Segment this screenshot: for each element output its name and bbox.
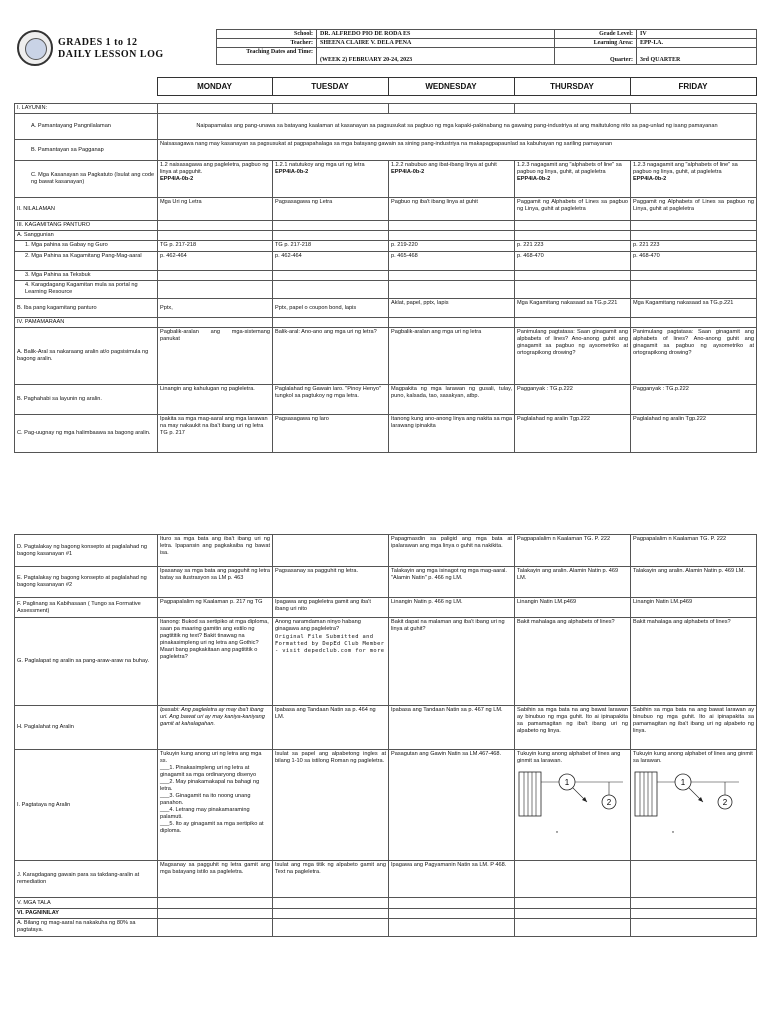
iba-pang-kagamitan-wed: Aklat, papel, pptx, lapis [389,299,515,318]
diagram-svg-thu [517,768,623,838]
kagamitang-pang-mag-aaral-fri: p. 468-470 [631,252,757,271]
paglalahat-wed: Ipabasa ang Tandaan Natin sa p. 467 ng LM. [389,706,515,750]
pag-uugnay-fri: Paglalahad ng aralin Tgp.222 [631,415,757,453]
diagram-svg-fri [633,768,739,838]
diagram-label-2: 2 [606,798,612,807]
pagtataya-fri: Tukuyin kung anong alphabet of lines ang ginmit sa larawan. 1 2 [631,750,757,861]
pagtalakay-1-wed: Papagmasdin sa paligid ang mga bata at ipalarawan ang mga linya o guhit na nakikita. [389,535,515,567]
days-header [14,77,757,96]
teacher-label: Teacher: [217,39,317,48]
pagtalakay-1-thu: Pagpapalalim n Kaalaman TG. P. 222 [515,535,631,567]
day-wednesday: WEDNESDAY [388,78,514,96]
sanggunian-label: A. Sanggunian [15,231,158,241]
kagamitang-pang-mag-aaral-tue: p. 462-464 [273,252,389,271]
nilalaman-fri: Paggamit ng Alphabets of Lines sa pagbuo ng Linya, guhit at pagleletra [631,198,757,221]
pag-uugnay-thu: Paglalahad ng aralin Tgp.222 [515,415,631,453]
day-friday: FRIDAY [630,78,756,96]
pag-uugnay-tue: Pagsasagawa ng laro [273,415,389,453]
paghahabi-label: B. Paghahabi sa layunin ng aralin. [15,385,158,415]
iba-pang-kagamitan-tue: Pptx, papel o coupon bond, lapis [273,299,389,318]
paglinang-fri: Linangin Natin LM.p469 [631,598,757,618]
pag-uugnay-mon: Ipakita sa mga mag-aaral ang mga larawan na may nakaukit na iba't ibang uri ng letra TG p. 217 [158,415,273,453]
pamamaraan-label: IV. PAMAMARAAN [15,318,158,328]
teacher-value: SHEENA CLAIRE V. DELA PENA [317,39,555,48]
pamantayang-pangnilalaman-label: A. Pamantayang Pangnilalaman [15,114,158,140]
pag-uugnay-label: C. Pag-uugnay ng mga halimbaawa sa bagong aralin. [15,415,158,453]
gabay-guro-wed: p. 219-220 [389,241,515,252]
diagram-label-1: 1 [680,778,686,787]
kagamitang-pang-mag-aaral-mon: p. 462-464 [158,252,273,271]
pagtalakay-2-mon: Ipasanay sa mga bata ang pagguhit ng letra batay sa ilustrasyon sa LM p. 463 [158,567,273,598]
paglinang-label: F. Paglinang sa Kabihasaan ( Tungo sa Formative Assessment) [15,598,158,618]
alphabet-of-lines-diagram-fri [633,768,739,838]
nilalaman-wed: Pagbuo ng iba't ibang linya at guhit [389,198,515,221]
pagtalakay-2-tue: Pagsasanay sa pagguhit ng letra. [273,567,389,598]
paglalapat-thu: Bakit mahalaga ang alphabets of lines? [515,618,631,706]
paglalahat-tue: Ipabasa ang Tandaan Natin sa p. 464 ng LM. [273,706,389,750]
pag-uugnay-wed: Itanong kung ano-anong linya ang nakita sa mga larawang ipinakita [389,415,515,453]
takdang-aralin-tue: Isulat ang mga titik ng alpabeto gamit ang Text na pagleletra. [273,861,389,898]
pamantayan-sa-pagganap-text: Naisasagawa nang may kasanayan sa pagsusukat at pagpapahalaga sa mga batayang gawain sa sining pang-industriya na makapagpapaunlad sa kabuhayan ng sariling pamayanan [158,140,757,161]
quarter-label: Quarter: [555,48,637,65]
school-value: DR. ALFREDO PIO DE RODA ES [317,30,555,39]
diagram-label-1: 1 [564,778,570,787]
paglalahat-label: H. Paglalahat ng Aralin [15,706,158,750]
kasanayan-label: C. Mga Kasanayan sa Pagkatuto (Isulat ang code ng bawat kasanayan) [15,161,158,198]
learning-resource-label: 4. Karagdagang Kagamitan mula sa portal ng Learning Resource [15,281,158,299]
grade-value: IV [637,30,757,39]
kagamitang-label: III. KAGAMITANG PANTURO [15,221,158,231]
kagamitang-pang-mag-aaral-label: 2. Mga Pahina sa Kagamitang Pang-Mag-aaral [15,252,158,271]
days-blank [14,78,157,96]
paglalapat-wed: Bakit dapat na malaman ang iba't ibang uri ng linya at guhit? [389,618,515,706]
bilang-80-label: A. Bilang ng mag-aaral na nakakuha ng 80% sa pagtataya. [15,919,158,937]
paglalahat-thu: Sabihin sa mga bata na ang bawat larawan ay binubuo ng mga guhit. Ito ai ipinapakita sa pamamagitan ng iba't ibang uri ng alpabeto ng linya. [515,706,631,750]
nilalaman-thu: Paggamit ng Alphabets of Lines sa pagbuo ng Linya, guhit at pagleletra [515,198,631,221]
mga-tala-label: V. MGA TALA [15,898,158,909]
grade-label: Grade Level: [555,30,637,39]
paglinang-wed: Linangin Natin p. 466 ng LM. [389,598,515,618]
pagtataya-thu: Tukuyin kung anong alphabet of lines ang ginmit sa larawan. 1 2 [515,750,631,861]
gabay-guro-thu: p. 221 223 [515,241,631,252]
kagamitang-pang-mag-aaral-thu: p. 468-470 [515,252,631,271]
gabay-guro-mon: TG p. 217-218 [158,241,273,252]
pagtataya-label: I. Pagtataya ng Aralin [15,750,158,861]
day-thursday: THURSDAY [514,78,630,96]
pagtalakay-1-mon: Ituro sa mga bata ang iba't ibang uri ng letra. Ipapansin ang pagkakaiba ng bawat isa. [158,535,273,567]
quarter-value: 3rd QUARTER [637,48,757,65]
paglalapat-label: G. Paglalapat ng aralin sa pang-araw-araw na buhay. [15,618,158,706]
takdang-aralin-wed: Ipagawa ang Pagyamanin Natin sa LM. P 468. [389,861,515,898]
pamantayan-sa-pagganap-label: B. Pamantayan sa Pagganap [15,140,158,161]
deped-seal-icon [17,30,53,66]
school-label: School: [217,30,317,39]
paglalahat-fri: Sabihin sa mga bata na ang bawat larawan ay binubuo ng mga guhit. Ito ai ipinapakita sa pamamagitan ng iba't ibang uri ng alpabeto ng linya. [631,706,757,750]
pagtalakay-1-fri: Pagpapalalim n Kaalaman TG. P. 222 [631,535,757,567]
nilalaman-label: II. NILALAMAN [15,198,158,221]
pagtalakay-2-label: E. Pagtalakay ng bagong konsepto at paglalahad ng bagong kasanayan #2 [15,567,158,598]
paglinang-tue: Ipagawa ang pagleletra gamit ang iba't ibang uri nito [273,598,389,618]
takdang-aralin-fri [631,861,757,898]
nilalaman-tue: Pagsasagawa ng Letra [273,198,389,221]
lesson-table-part2 [14,534,757,937]
paghahabi-fri: Pagganyak : TG.p.222 [631,385,757,415]
header-title: GRADES 1 to 12 DAILY LESSON LOG [58,37,164,60]
day-monday: MONDAY [157,78,272,96]
paghahabi-tue: Paglalahad ng Gawain laro. "Pinoy Henyo" tungkol sa pagtukoy ng mga letra. [273,385,389,415]
kasanayan-thu: 1.2.3 nagagamit ang "alphabets of line" sa pagbuo ng linya, guhit, at pagleletra EPP4IA-0b-2 [515,161,631,198]
area-value: EPP-I.A. [637,39,757,48]
pagtalakay-2-wed: Talakayin ang mga isinagot ng mga mag-aaral. "Alamin Natin" p. 466 ng LM. [389,567,515,598]
gabay-guro-label: 1. Mga pahina sa Gabay ng Guro [15,241,158,252]
dates-label: Teaching Dates and Time: [217,48,317,65]
day-tuesday: TUESDAY [272,78,388,96]
kasanayan-mon: 1.2 naisasagawa ang pagleletra, pagbuo ng linya at pagguhit. EPP4IA-0b-2 [158,161,273,198]
info-table [216,29,757,65]
diagram-label-2: 2 [722,798,728,807]
paglinang-mon: Pagpapalalim ng Kaalaman p. 217 ng TG [158,598,273,618]
teksbuk-label: 3. Mga Pahina sa Teksbuk [15,271,158,281]
layunin-label: I. LAYUNIN: [15,104,158,114]
kasanayan-fri: 1.2.3 nagagamit ang "alphabets of line" sa pagbuo ng linya, guhit, at pagleletra EPP4IA-0b-2 [631,161,757,198]
pamantayang-pangnilalaman-text: Naipapamalas ang pang-unawa sa batayang kaalaman at kasanayan sa pagsusukat sa pagbuo ng mga kapaki-pakinabang na gawaing pang-industriya at ang maitutulong nito sa pag-unlad ng isang pamayanan [158,114,757,140]
pagtalakay-2-fri: Talakayin ang aralin. Alamin Natin p. 469 LM. [631,567,757,598]
kasanayan-wed: 1.2.2 nabubuo ang ibat-ibang linya at guhit EPP4IA-0b-2 [389,161,515,198]
paghahabi-mon: Linangin ang kahulugan ng pagleletra. [158,385,273,415]
balik-aral-thu: Panimulang pagtatasa: Saan ginagamit ang alpbabets of lines? Ano-anong guhit ang ginagamit sa pagbuo ng aysometriko at ortograpikong drowing? [515,328,631,385]
paglalapat-tue: Anong naramdaman ninyo habang ginagawa ang pagleletra? Original File Submitted and Formatted by DepEd Club Member - visit depedclub.com for more [273,618,389,706]
paglalapat-fri: Bakit mahalaga ang alphabets of lines? [631,618,757,706]
gabay-guro-fri: p. 221 223 [631,241,757,252]
gabay-guro-tue: TG p. 217-218 [273,241,389,252]
area-label: Learning Area: [555,39,637,48]
balik-aral-wed: Pagbalik-aralan ang mga uri ng letra [389,328,515,385]
pagtataya-wed: Pasagutan ang Gawin Natin sa LM.467-468. [389,750,515,861]
kagamitang-pang-mag-aaral-wed: p. 465-468 [389,252,515,271]
pagtalakay-2-thu: Talakayin ang aralin. Alamin Natin p. 469 LM. [515,567,631,598]
balik-aral-mon: Pagbalik-aralan ang mga-sistemang panukat [158,328,273,385]
deped-club-note: Original File Submitted and Formatted by DepEd Club Member - visit depedclub.com for more [275,634,385,654]
lesson-table-part1 [14,103,757,453]
pagtataya-mon: Tukuyin kung anong uri ng letra ang mga ss. ___1. Pinakasimpleng uri ng letra at ginagamit sa mga ordinaryong disenyo ___2. May pinakamakapal na bahagi ng letra. ___3. Ginagamit na ito noong unang panahon. ___4. Letrang may pinakamaraming palamuti. ___5. Ito ay ginagamit sa mga sertipiko at diploma. [158,750,273,861]
paglalahat-mon: Ipasabi: Ang pagleletra ay may iba't ibang uri. Ang bawat uri ay may kaniya-kaniyang gamit at kahalagahan. [158,706,273,750]
paglalapat-mon: Itanong: Bukod sa sertipiko at mga diploma, saan pa maaring gamitin ang estilo ng pagtititik ng text? Bakit tinawag na pinakasimpleng uri ng letra ang Gothic? Maari bang pagkakitaan ang pagtititik o pagleletra? [158,618,273,706]
takdang-aralin-label: J. Karagdagang gawain para sa takdang-aralin at remediation [15,861,158,898]
pagtataya-tue: Isulat sa papel ang alpabetong ingles at bilang 1-10 sa istilong Roman ng pagleletra. [273,750,389,861]
balik-aral-fri: Panimulang pagtatasa: Saan ginagamit ang alphabets of lines? Ano-anong guhit ang ginagamit sa pagbuo ng aysometriko at ortograpikong drowing? [631,328,757,385]
pagtalakay-1-tue [273,535,389,567]
nilalaman-mon: Mga Uri ng Letra [158,198,273,221]
balik-aral-tue: Balik-aral: Ano-ano ang mga uri ng letra? [273,328,389,385]
iba-pang-kagamitan-label: B. Iba pang kagamitang panturo [15,299,158,318]
paglinang-thu: Linangin Natin LM.p469 [515,598,631,618]
paghahabi-thu: Pagganyak : TG.p.222 [515,385,631,415]
alphabet-of-lines-diagram-thu [517,768,623,838]
takdang-aralin-mon: Magsanay sa pagguhit ng letra gamit ang mga batayang istilo sa pagleletra. [158,861,273,898]
iba-pang-kagamitan-mon: Pptx, [158,299,273,318]
pagtalakay-1-label: D. Pagtalakay ng bagong konsepto at paglalahad ng bagong kasanayan #1 [15,535,158,567]
kasanayan-tue: 1.2.1 natutukoy ang mga uri ng letra EPP4IA-0b-2 [273,161,389,198]
paghahabi-wed: Magpakita ng mga larawan ng gusali, tulay, puno, kalsada, tao, sasakyan, atbp. [389,385,515,415]
pagninilay-label: VI. PAGNINILAY [15,909,158,919]
dates-value: (WEEK 2) FEBRUARY 20-24, 2023 [317,48,555,65]
iba-pang-kagamitan-fri: Mga Kagamitang nakasaad sa TG.p.221 [631,299,757,318]
iba-pang-kagamitan-thu: Mga Kagamitang nakasaad sa TG.p.221 [515,299,631,318]
takdang-aralin-thu [515,861,631,898]
balik-aral-label: A. Balik-Aral sa nakaraang aralin at/o pagsisimula ng bagong aralin. [15,328,158,385]
